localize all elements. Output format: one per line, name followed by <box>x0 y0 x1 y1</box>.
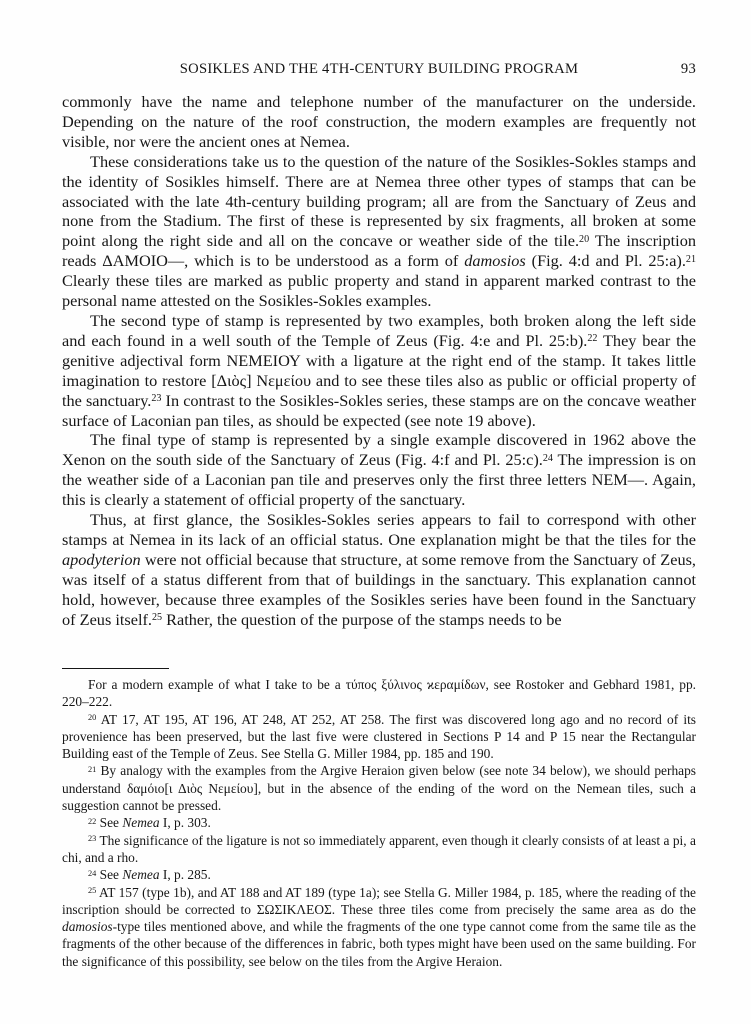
footnote-number: 25 <box>88 885 97 895</box>
footnote: $^{20}$ AT 17, AT 195, AT 196, AT 248, AT 252, AT 258. The first was discovered long ago and no record of its provenience has been preserved, but the last five were clustered in Sections P 14 and P 15 near the Rectangular Building east of the Temple of Zeus. See Stella G. Miller 1984, pp. 185 and 190. <box>62 711 696 762</box>
italic-term: damosios <box>464 251 526 271</box>
footnote-number: 24 <box>88 868 97 878</box>
footnote: For a modern example of what I take to be a τύπος ξύλινος ϰεραμίδων, see Rostoker and Gebhard 1981, pp. 220–222. <box>62 677 696 710</box>
italic-term: Nemea <box>122 867 160 883</box>
footnote-number: 23 <box>88 833 97 843</box>
paragraph: The final type of stamp is represented by a single example discovered in 1962 above the Xenon on the south side of the Sanctuary of Zeus (Fig. 4:f and Pl. 25:c).$^{24}$ The impression is on the weather side of a Laconian pan tile and preserves only the first three letters NEM—. Again, this is clearly a statement of official property of the sanctuary. <box>62 430 696 510</box>
italic-term: damosios <box>62 919 113 935</box>
italic-term: Nemea <box>122 815 160 831</box>
footnote-ref: 23 <box>151 393 162 405</box>
paragraph: commonly have the name and telephone number of the manufacturer on the underside. Depending on the nature of the roof construction, the modern examples are frequently not visible, nor were the ancient ones at Nemea. <box>62 92 696 151</box>
page-number: 93 <box>680 61 696 77</box>
page-title: SOSIKLES AND THE 4TH-CENTURY BUILDING PROGRAM <box>179 61 579 77</box>
footnote: $^{25}$ AT 157 (type 1b), and AT 188 and AT 189 (type 1a); see Stella G. Miller 1984, p. 185, where the reading of the inscription should be corrected to ΣΩΣΙΚΛΕΟΣ. These three tiles come from precisely the same area as do the damosios-type tiles mentioned above, and while the fragments of the one type cannot come from the same tile as the fragments of the other because of the differences in fabric, both types might have been used on the same building. For the significance of this possibility, see below on the tiles from the Argive Heraion. <box>62 884 696 969</box>
footnote-ref: 21 <box>685 253 697 265</box>
footnote: $^{21}$ By analogy with the examples from the Argive Heraion given below (see note 34 below), we should perhaps understand δαμόιο[ι Διὸς Νεμείου], but in the absence of the ending of the word on the Nemean tiles, such a suggestion cannot be pressed. <box>62 763 696 814</box>
footnote-number: 21 <box>88 764 97 774</box>
paragraph: Thus, at first glance, the Sosikles-Sokles series appears to fail to correspond with other stamps at Nemea in its lack of an official status. One explanation might be that the tiles for the apodyterion were not official because that structure, at some remove from the Sanctuary of Zeus, was itself of a status different from that of buildings in the sanctuary. This explanation cannot hold, however, because three examples of the Sosikles series have been found in the Sanctuary of Zeus itself.$^{25}$ Rather, the question of the purpose of the stamps needs to be <box>62 510 696 629</box>
paragraph: The second type of stamp is represented by two examples, both broken along the left side and each found in a well south of the Temple of Zeus (Fig. 4:e and Pl. 25:b).$^{22}$ They bear the genitive adjectival form ΝΕΜΕΙΟΥ with a ligature at the right end of the stamp. It takes little imagination to restore [Διὸς] Νεμείου and to see these tiles also as public or official property of the sanctuary.$^{23}$ In contrast to the Sosikles-Sokles series, these stamps are on the concave weather surface of Laconian pan tiles, as should be expected (see note 19 above). <box>62 310 696 430</box>
footnotes-block <box>62 676 696 970</box>
running-head <box>62 61 696 78</box>
paragraph: These considerations take us to the question of the nature of the Sosikles-Sokles stamps and the identity of Sosikles himself. There are at Nemea three other types of stamps that can be associated with the late 4th-century building program; all are from the Sanctuary of Zeus and none from the Stadium. The first of these is represented by six fragments, all broken at some point along the right side and all on the concave or weather side of the tile.$^{20}$ The inscription reads ΔΑΜΟΙΟ—, which is to be understood as a form of damosios (Fig. 4:d and Pl. 25:a).$^{21}$ Clearly these tiles are marked as public property and stand in apparent marked contrast to the personal name attested on the Sosikles-Sokles examples. <box>62 151 697 311</box>
italic-term: apodyterion <box>62 549 141 569</box>
footnote-number: 22 <box>88 816 97 826</box>
footnote: $^{22}$ See Nemea I, p. 303. <box>88 815 211 831</box>
footnote: $^{24}$ See Nemea I, p. 285. <box>88 867 211 883</box>
body-text <box>62 92 696 629</box>
footnote-separator-rule <box>62 668 169 669</box>
footnote-ref: 20 <box>579 233 590 245</box>
footnote-number: 20 <box>88 712 97 722</box>
footnote-ref: 25 <box>151 612 163 624</box>
footnote: $^{23}$ The significance of the ligature is not so immediately apparent, even though it clearly consists of at least a pi, a chi, and a rho. <box>62 832 696 865</box>
footnote-ref: 22 <box>587 333 598 345</box>
footnote-ref: 24 <box>542 452 553 464</box>
